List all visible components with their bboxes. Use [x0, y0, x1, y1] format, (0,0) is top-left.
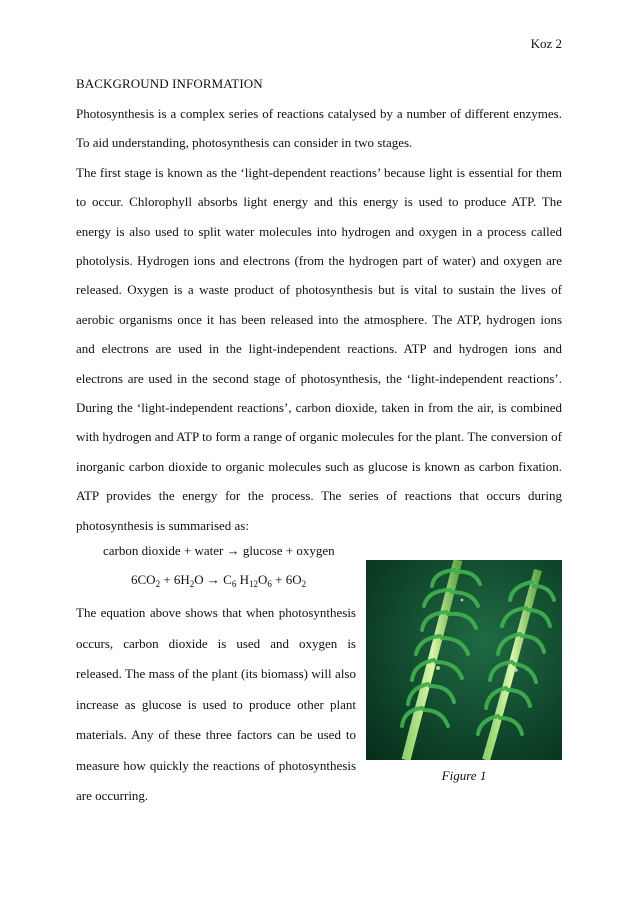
page-label: Koz 2	[530, 36, 562, 51]
section-heading: BACKGROUND INFORMATION	[76, 76, 263, 91]
chemical-equation: $6CO_2 + 6H_2O \to C_6$ $H_{12}O_6 + 6O_2$	[131, 572, 307, 589]
paragraph-stages: The first stage is known as the ‘light-dependent reactions’ because light is essential for them to occur. Chlorophyll absorbs light energy and this energy is used to produce ATP. The energy is also used to split water molecules into hydrogen and oxygen in a process called photolysis. Hydrogen ions and electrons (from the hydrogen part of water) and oxygen are released. Oxygen is a waste product of photosynthesis but is vital to sustain the lives of aerobic organisms once it has been released into the atmosphere. The ATP, hydrogen ions and electrons are used in the light-independent reactions. ATP and hydrogen ions and electrons are used in the second stage of photosynthesis, the ‘light-independent reactions’. During the ‘light-independent reactions’, carbon dioxide, taken in from the air, is combined with hydrogen and ATP to form a range of organic molecules for the plant. The conversion of inorganic carbon dioxide to organic molecules such as glucose is known as carbon fixation. ATP provides the energy for the process. The series of reactions that occurs during photosynthesis is summarised as:	[76, 164, 562, 533]
waterweed-image	[366, 560, 562, 760]
figure-plant-photo	[366, 560, 562, 760]
paragraph-measurement-text: The equation above shows that when photosynthesis occurs, carbon dioxide is used and oxygen is released. The mass of the plant (its biomass) will also increase as glucose is used to produce other plant materials. Any of these three factors can be used to measure how quickly the reactions of photosynthesis are occurring.	[76, 605, 356, 803]
body-text	[76, 99, 562, 540]
figure-caption: Figure 1	[441, 768, 487, 783]
paragraph-measurement	[76, 598, 356, 812]
word-equation: carbon dioxide + water → glucose + oxygen	[103, 543, 335, 558]
page-header	[531, 36, 562, 52]
paragraph-intro: Photosynthesis is a complex series of reactions catalysed by a number of different enzymes. To aid understanding, photosynthesis can consider in two stages.	[76, 106, 562, 151]
